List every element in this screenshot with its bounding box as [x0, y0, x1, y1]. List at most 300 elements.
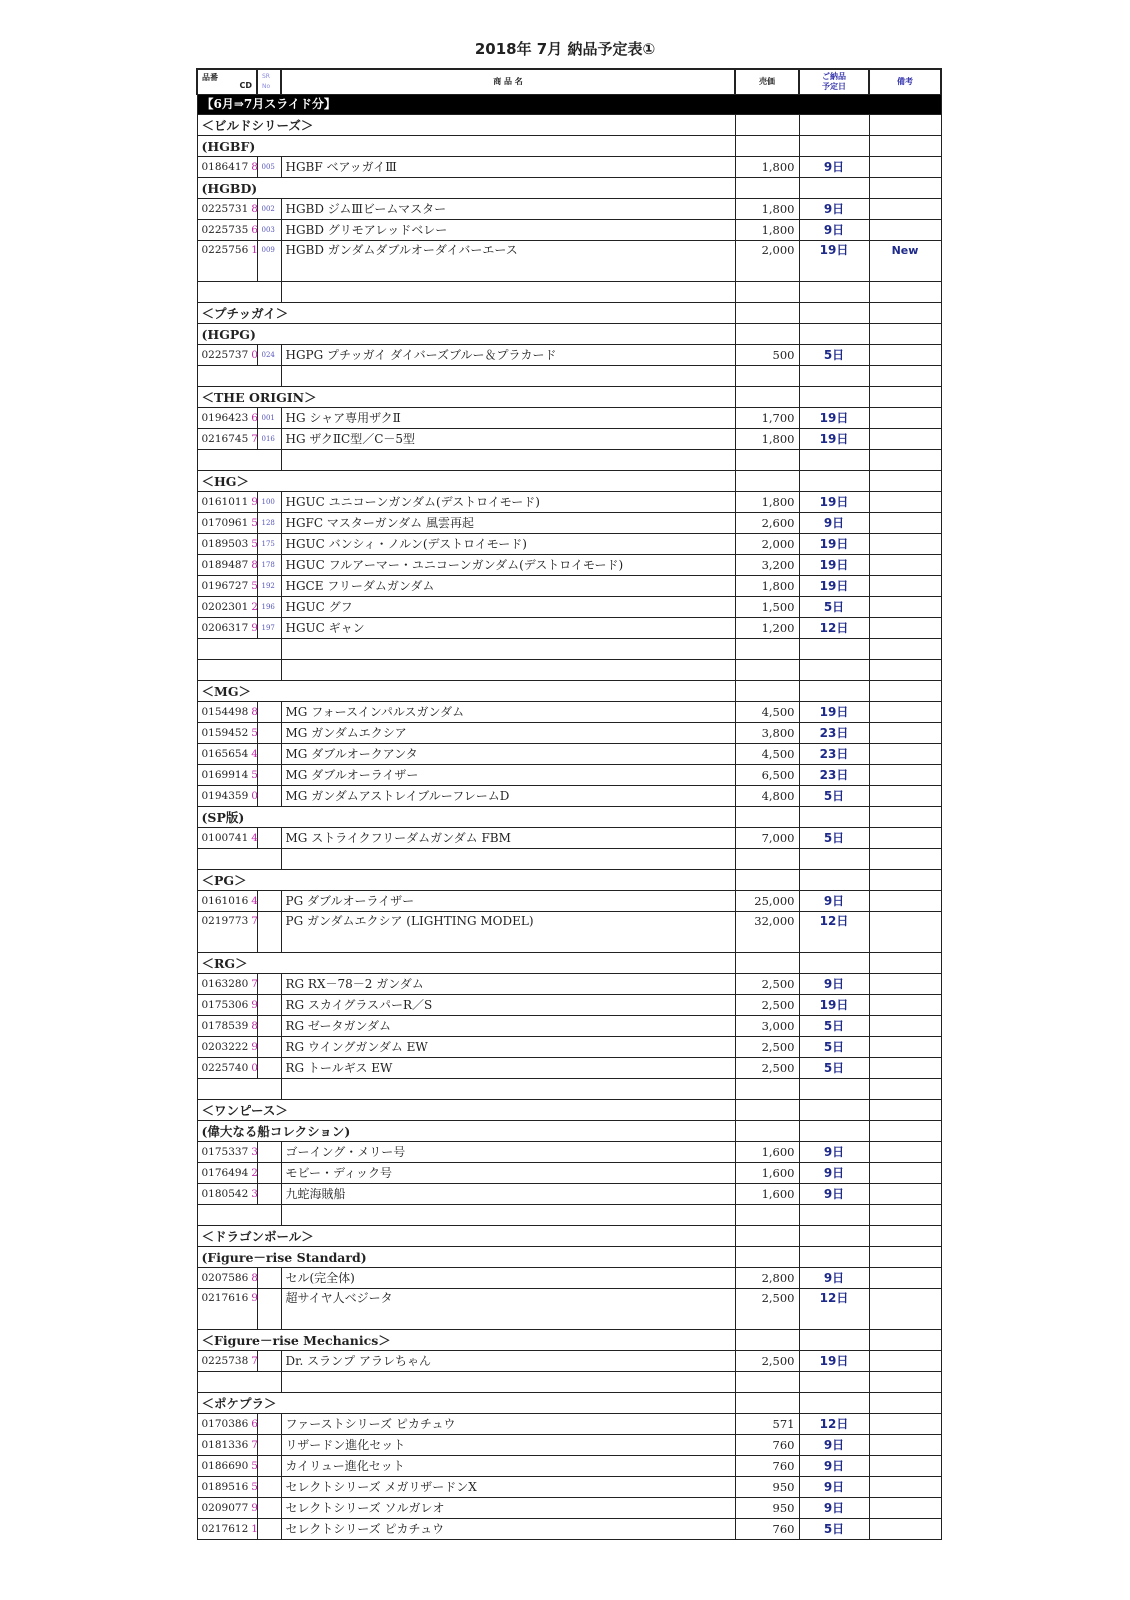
- check-digit: 1: [251, 1522, 258, 1535]
- header-product-name: 商 品 名: [281, 69, 735, 95]
- delivery-date: 23日: [799, 765, 869, 786]
- table-row: [197, 1435, 941, 1456]
- delivery-date: 9日: [799, 1456, 869, 1477]
- price: 500: [735, 345, 799, 366]
- product-name: セレクトシリーズ ソルガレオ: [281, 1498, 735, 1519]
- empty-date-cell: [799, 471, 869, 492]
- product-code-cell: [197, 408, 257, 429]
- price: 2,500: [735, 1058, 799, 1079]
- delivery-date: 5日: [799, 786, 869, 807]
- table-row: [197, 912, 941, 953]
- category-label: ＜HG＞: [197, 471, 735, 492]
- check-digit: 2: [251, 600, 258, 613]
- note: [869, 974, 941, 995]
- section-banner-label: 【6月⇒7月スライド分】: [197, 95, 941, 115]
- empty-cell: [281, 639, 735, 660]
- header-delivery-date: ご納品 予定日: [799, 69, 869, 95]
- delivery-date: 9日: [799, 513, 869, 534]
- table-row: [197, 408, 941, 429]
- delivery-date: 9日: [799, 1435, 869, 1456]
- check-digit: 8: [251, 1019, 258, 1032]
- check-digit: 3: [251, 1145, 258, 1158]
- sr-number: [257, 1498, 281, 1519]
- product-code-cell: [197, 1519, 257, 1540]
- sr-number: 005: [257, 157, 281, 178]
- table-row: [197, 1142, 941, 1163]
- delivery-date: 5日: [799, 1037, 869, 1058]
- category-label: (HGPG): [197, 324, 735, 345]
- product-name: PG ダブルオーライザー: [281, 891, 735, 912]
- product-name: MG ガンダムアストレイブルーフレームD: [281, 786, 735, 807]
- price: 2,000: [735, 534, 799, 555]
- check-digit: 7: [251, 1354, 258, 1367]
- product-name: MG フォースインパルスガンダム: [281, 702, 735, 723]
- product-name: HGUC ユニコーンガンダム(デストロイモード): [281, 492, 735, 513]
- empty-note-cell: [869, 136, 941, 157]
- category-label: ＜ドラゴンボール＞: [197, 1226, 735, 1247]
- category-row: [197, 1100, 941, 1121]
- check-digit: 6: [251, 1417, 258, 1430]
- sr-number: 192: [257, 576, 281, 597]
- product-name: モビー・ディック号: [281, 1163, 735, 1184]
- product-code-cell: [197, 1498, 257, 1519]
- empty-cell: [799, 1372, 869, 1393]
- check-digit: 2: [251, 1166, 258, 1179]
- product-code-cell: [197, 1184, 257, 1205]
- table-row: [197, 1477, 941, 1498]
- price: 760: [735, 1456, 799, 1477]
- table-row: [197, 597, 941, 618]
- empty-note-cell: [869, 303, 941, 324]
- empty-price-cell: [735, 807, 799, 828]
- delivery-date: 12日: [799, 1289, 869, 1330]
- empty-cell: [197, 639, 281, 660]
- product-code-cell: [197, 1351, 257, 1372]
- product-name: ゴーイング・メリー号: [281, 1142, 735, 1163]
- product-code: 0206317: [201, 621, 249, 634]
- delivery-date: 9日: [799, 157, 869, 178]
- empty-cell: [281, 450, 735, 471]
- note: [869, 534, 941, 555]
- category-row: [197, 387, 941, 408]
- empty-note-cell: [869, 387, 941, 408]
- delivery-schedule-table: [196, 68, 942, 1540]
- sr-number: 178: [257, 555, 281, 576]
- category-row: [197, 1121, 941, 1142]
- sr-number: [257, 1477, 281, 1498]
- price: 2,000: [735, 241, 799, 282]
- price: 2,500: [735, 1351, 799, 1372]
- empty-cell: [799, 639, 869, 660]
- empty-cell: [735, 639, 799, 660]
- product-name: HGFC マスターガンダム 風雲再起: [281, 513, 735, 534]
- delivery-date: 5日: [799, 597, 869, 618]
- product-code-cell: [197, 199, 257, 220]
- empty-price-cell: [735, 115, 799, 136]
- check-digit: 5: [251, 516, 258, 529]
- price: 1,800: [735, 492, 799, 513]
- header-note: 備考: [869, 69, 941, 95]
- price: 2,500: [735, 1037, 799, 1058]
- product-code-cell: [197, 723, 257, 744]
- check-digit: 7: [251, 977, 258, 990]
- product-code-cell: [197, 786, 257, 807]
- blank-row: [197, 1205, 941, 1226]
- check-digit: 9: [251, 1040, 258, 1053]
- product-code: 0186417: [201, 160, 249, 173]
- empty-cell: [869, 282, 941, 303]
- price: 950: [735, 1477, 799, 1498]
- empty-date-cell: [799, 1226, 869, 1247]
- empty-cell: [735, 849, 799, 870]
- blank-row: [197, 1372, 941, 1393]
- check-digit: 9: [251, 495, 258, 508]
- note: [869, 1456, 941, 1477]
- sr-number: [257, 995, 281, 1016]
- table-row: [197, 765, 941, 786]
- price: 2,500: [735, 974, 799, 995]
- price: 1,800: [735, 576, 799, 597]
- blank-row: [197, 639, 941, 660]
- delivery-date: 19日: [799, 408, 869, 429]
- empty-note-cell: [869, 1247, 941, 1268]
- table-row: [197, 220, 941, 241]
- product-name: セル(完全体): [281, 1268, 735, 1289]
- price: 571: [735, 1414, 799, 1435]
- price: 1,800: [735, 157, 799, 178]
- sr-number: 128: [257, 513, 281, 534]
- table-row: [197, 534, 941, 555]
- delivery-date: 5日: [799, 345, 869, 366]
- empty-note-cell: [869, 178, 941, 199]
- product-code: 0154498: [201, 705, 249, 718]
- category-row: [197, 1247, 941, 1268]
- note: [869, 1435, 941, 1456]
- check-digit: 4: [251, 747, 258, 760]
- product-name: HG ザクⅡC型／C－5型: [281, 429, 735, 450]
- empty-cell: [799, 366, 869, 387]
- delivery-date: 5日: [799, 828, 869, 849]
- table-row: [197, 891, 941, 912]
- product-code: 0189503: [201, 537, 249, 550]
- product-code: 0196423: [201, 411, 249, 424]
- product-code-cell: [197, 618, 257, 639]
- check-digit: 5: [251, 768, 258, 781]
- product-name: RG トールギス EW: [281, 1058, 735, 1079]
- empty-cell: [799, 1205, 869, 1226]
- empty-cell: [281, 1079, 735, 1100]
- sr-number: 001: [257, 408, 281, 429]
- product-code: 0196727: [201, 579, 249, 592]
- category-row: [197, 870, 941, 891]
- empty-price-cell: [735, 681, 799, 702]
- note: [869, 492, 941, 513]
- note: [869, 1268, 941, 1289]
- category-row: [197, 471, 941, 492]
- note: [869, 744, 941, 765]
- note: [869, 702, 941, 723]
- check-digit: 8: [251, 160, 258, 173]
- check-digit: 0: [251, 789, 258, 802]
- product-code-cell: [197, 891, 257, 912]
- product-name: PG ガンダムエクシア (LIGHTING MODEL): [281, 912, 735, 953]
- check-digit: 5: [251, 537, 258, 550]
- price: 3,200: [735, 555, 799, 576]
- category-label: ＜ワンピース＞: [197, 1100, 735, 1121]
- note: [869, 429, 941, 450]
- product-name: HGBD ジムⅢビームマスター: [281, 199, 735, 220]
- product-name: HGPG プチッガイ ダイバーズブルー＆プラカード: [281, 345, 735, 366]
- delivery-date: 5日: [799, 1058, 869, 1079]
- price: 7,000: [735, 828, 799, 849]
- product-code-cell: [197, 1289, 257, 1330]
- delivery-date: 19日: [799, 429, 869, 450]
- empty-cell: [281, 1372, 735, 1393]
- empty-cell: [735, 450, 799, 471]
- check-digit: 7: [251, 915, 258, 927]
- product-code: 0186690: [201, 1459, 249, 1472]
- sr-number: [257, 1163, 281, 1184]
- table-row: [197, 576, 941, 597]
- empty-price-cell: [735, 387, 799, 408]
- product-name: HGUC バンシィ・ノルン(デストロイモード): [281, 534, 735, 555]
- empty-date-cell: [799, 178, 869, 199]
- table-row: [197, 1016, 941, 1037]
- table-row: [197, 241, 941, 282]
- product-code-cell: [197, 492, 257, 513]
- product-code: 0225737: [201, 348, 249, 361]
- empty-price-cell: [735, 178, 799, 199]
- check-digit: 1: [251, 244, 258, 256]
- blank-row: [197, 366, 941, 387]
- price: 1,800: [735, 220, 799, 241]
- category-row: [197, 1330, 941, 1351]
- sr-number: 016: [257, 429, 281, 450]
- empty-cell: [735, 1372, 799, 1393]
- product-code: 0194359: [201, 789, 249, 802]
- blank-row: [197, 450, 941, 471]
- category-row: [197, 681, 941, 702]
- product-name: HGCE フリーダムガンダム: [281, 576, 735, 597]
- note: [869, 891, 941, 912]
- delivery-date: 9日: [799, 1498, 869, 1519]
- empty-price-cell: [735, 471, 799, 492]
- product-code: 0189487: [201, 558, 249, 571]
- category-row: [197, 807, 941, 828]
- empty-date-cell: [799, 870, 869, 891]
- empty-price-cell: [735, 870, 799, 891]
- product-code-cell: [197, 1456, 257, 1477]
- note: [869, 597, 941, 618]
- product-code-cell: [197, 597, 257, 618]
- price: 2,800: [735, 1268, 799, 1289]
- sr-number: [257, 912, 281, 953]
- table-row: [197, 1037, 941, 1058]
- sr-number: [257, 1414, 281, 1435]
- check-digit: 8: [251, 202, 258, 215]
- price: 4,500: [735, 702, 799, 723]
- note: [869, 576, 941, 597]
- empty-note-cell: [869, 681, 941, 702]
- product-code: 0181336: [201, 1438, 249, 1451]
- product-code: 0225731: [201, 202, 249, 215]
- empty-date-cell: [799, 1330, 869, 1351]
- product-name: RG RX－78－2 ガンダム: [281, 974, 735, 995]
- delivery-date: 9日: [799, 199, 869, 220]
- price: 2,600: [735, 513, 799, 534]
- empty-cell: [869, 1205, 941, 1226]
- note: [869, 555, 941, 576]
- product-code-cell: [197, 1435, 257, 1456]
- product-code-cell: [197, 1163, 257, 1184]
- table-row: [197, 995, 941, 1016]
- table-row: [197, 1456, 941, 1477]
- sr-number: [257, 891, 281, 912]
- table-row: [197, 1414, 941, 1435]
- empty-note-cell: [869, 471, 941, 492]
- product-code-cell: [197, 702, 257, 723]
- check-digit: 5: [251, 726, 258, 739]
- empty-date-cell: [799, 1393, 869, 1414]
- sr-number: [257, 702, 281, 723]
- empty-cell: [281, 282, 735, 303]
- category-row: [197, 953, 941, 974]
- price: 1,600: [735, 1184, 799, 1205]
- note: [869, 513, 941, 534]
- product-code-cell: [197, 912, 257, 953]
- note: [869, 1163, 941, 1184]
- sr-number: 003: [257, 220, 281, 241]
- product-name: RG スカイグラスパーR／S: [281, 995, 735, 1016]
- product-code: 0217616: [201, 1292, 249, 1304]
- sr-number: [257, 1268, 281, 1289]
- product-name: HGBF ベアッガイⅢ: [281, 157, 735, 178]
- product-code-cell: [197, 974, 257, 995]
- table-row: [197, 974, 941, 995]
- product-code: 0209077: [201, 1501, 249, 1514]
- product-code: 0100741: [201, 831, 249, 844]
- sr-number: [257, 1289, 281, 1330]
- product-name: RG ウイングガンダム EW: [281, 1037, 735, 1058]
- sr-number: [257, 1037, 281, 1058]
- table-row: [197, 1058, 941, 1079]
- product-code-cell: [197, 1058, 257, 1079]
- empty-cell: [735, 1205, 799, 1226]
- sr-number: [257, 1184, 281, 1205]
- note: [869, 618, 941, 639]
- page-title: 2018年 7月 納品予定表①: [474, 40, 656, 58]
- price: 4,800: [735, 786, 799, 807]
- blank-row: [197, 849, 941, 870]
- sr-number: 196: [257, 597, 281, 618]
- delivery-date: 19日: [799, 241, 869, 282]
- category-label: (HGBF): [197, 136, 735, 157]
- empty-price-cell: [735, 1121, 799, 1142]
- product-code-cell: [197, 345, 257, 366]
- delivery-date: 9日: [799, 891, 869, 912]
- delivery-date: 5日: [799, 1519, 869, 1540]
- category-label: ＜Figure－rise Mechanics＞: [197, 1330, 735, 1351]
- category-label: ＜MG＞: [197, 681, 735, 702]
- blank-row: [197, 660, 941, 681]
- category-row: [197, 1226, 941, 1247]
- check-digit: 8: [251, 1271, 258, 1284]
- price: 32,000: [735, 912, 799, 953]
- product-name: MG ダブルオークアンタ: [281, 744, 735, 765]
- empty-cell: [735, 366, 799, 387]
- blank-row: [197, 1079, 941, 1100]
- empty-cell: [197, 282, 281, 303]
- product-code-cell: [197, 241, 257, 282]
- table-row: [197, 157, 941, 178]
- empty-note-cell: [869, 807, 941, 828]
- category-label: (偉大なる船コレクション): [197, 1121, 735, 1142]
- empty-date-cell: [799, 303, 869, 324]
- product-name: MG ストライクフリーダムガンダム FBM: [281, 828, 735, 849]
- check-digit: 7: [251, 432, 258, 445]
- product-code-cell: [197, 744, 257, 765]
- table-row: [197, 1268, 941, 1289]
- note: [869, 1519, 941, 1540]
- product-name: MG ガンダムエクシア: [281, 723, 735, 744]
- product-code-cell: [197, 1037, 257, 1058]
- product-code-cell: [197, 157, 257, 178]
- header-sr: SR No: [257, 69, 281, 95]
- check-digit: 7: [251, 1438, 258, 1451]
- delivery-date: 19日: [799, 702, 869, 723]
- product-name: HG シャア専用ザクⅡ: [281, 408, 735, 429]
- category-label: ＜PG＞: [197, 870, 735, 891]
- product-name: HGUC グフ: [281, 597, 735, 618]
- table-row: [197, 429, 941, 450]
- delivery-date: 19日: [799, 534, 869, 555]
- table-header-row: [197, 69, 941, 95]
- sr-number: [257, 974, 281, 995]
- product-code: 0203222: [201, 1040, 249, 1053]
- empty-cell: [281, 1205, 735, 1226]
- empty-cell: [197, 1079, 281, 1100]
- price: 3,800: [735, 723, 799, 744]
- table-row: [197, 1289, 941, 1330]
- product-code: 0170386: [201, 1417, 249, 1430]
- delivery-date: 19日: [799, 492, 869, 513]
- product-code-cell: [197, 429, 257, 450]
- delivery-date: 23日: [799, 723, 869, 744]
- empty-cell: [869, 366, 941, 387]
- check-digit: 9: [251, 621, 258, 634]
- table-row: [197, 199, 941, 220]
- sr-number: [257, 723, 281, 744]
- delivery-date: 12日: [799, 1414, 869, 1435]
- product-code: 0219773: [201, 915, 249, 927]
- sr-number: [257, 1456, 281, 1477]
- check-digit: 9: [251, 1501, 258, 1514]
- product-code: 0163280: [201, 977, 249, 990]
- product-name: 九蛇海賊船: [281, 1184, 735, 1205]
- check-digit: 5: [251, 579, 258, 592]
- table-row: [197, 828, 941, 849]
- note: [869, 786, 941, 807]
- delivery-date: 9日: [799, 1142, 869, 1163]
- product-code: 0217612: [201, 1522, 249, 1535]
- product-code: 0161016: [201, 894, 249, 907]
- product-name: ファーストシリーズ ピカチュウ: [281, 1414, 735, 1435]
- note: [869, 995, 941, 1016]
- category-label: ＜ポケプラ＞: [197, 1393, 735, 1414]
- product-code-cell: [197, 1414, 257, 1435]
- sr-number: 002: [257, 199, 281, 220]
- empty-note-cell: [869, 1121, 941, 1142]
